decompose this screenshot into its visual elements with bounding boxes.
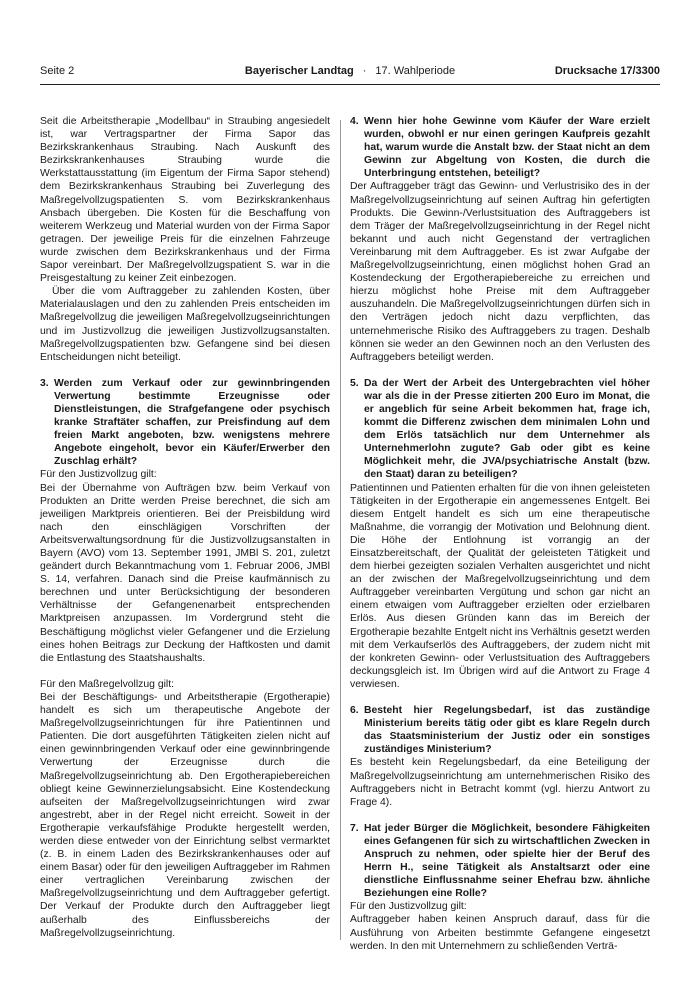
- answer-3-label-measures: Für den Maßregelvollzug gilt:: [40, 678, 174, 690]
- question-4-number: 4.: [350, 116, 359, 127]
- spacer: [350, 809, 650, 822]
- question-7: [350, 822, 650, 901]
- answer-5-text: Patientinnen und Patienten erhalten für die von ihnen geleisteten Tätigkeiten in der Ergotherapie ein angemessenes Entgelt. Bei diesem Entgelt handelt es sich um eine therapeutische Maßnahme, die vorrangig der Motivation und Belohnung dient. Die Höhe der Entlohnung ist vorrangig an der Einsatzbereitschaft, der Qualität der geleisteten Tätigkeit und dem hierbei gezeigten sozialen Verhalten ausgerichtet und nicht an der zwischen der Maßregelvollzugseinrichtung und dem Auftraggeber vereinbarten Vergütung und schon gar nicht an einem etwaigen vom Auftraggeber erzielten oder erzielbaren Erlös. Aus diesen Gründen kann das im Bereich der Ergotherapie bezahlte Entgelt nicht ins Verhältnis gesetzt werden mit dem Verkaufserlös des Auftraggebers, der zudem nicht mit der konkreten Gewinn- oder Verlustsituation des Auftraggebers deckungsgleich ist. Im Übrigen wird auf die Antwort zu Frage 4 verwiesen.: [350, 482, 650, 690]
- spacer: [350, 691, 650, 704]
- spacer: [40, 364, 330, 377]
- header-separator: ·: [362, 65, 367, 77]
- left-column: [40, 115, 330, 940]
- answer-7-label: Für den Justizvollzug gilt:: [350, 901, 467, 913]
- intro-paragraph-1: Seit die Arbeitstherapie „Modellbau“ in Straubing angesiedelt ist, war Vertragspartner der Firma Sapor das Bezirkskrankenhaus Straubing. Nach Auskunft des Bezirkskrankenhauses Straubing wurde die Werkstattausstattung (im Eigentum der Firma Sapor stehend) dem Bezirkskrankenhaus Straubing bei Zuverlegung des Maßregelvollzugspatienten S. vom Bezirkskrankenhaus Ansbach übergeben. Die Kosten für die Beschaffung von weiterem Werkzeug und Material wurden von der Firma Sapor getragen. Der jeweilige Preis für die einzelnen Fahrzeuge wurde zwischen dem Bezirkskrankenhaus und der Firma Sapor vereinbart. Der Maßregelvollzugspatient S. war in die Preisgestaltung zu keiner Zeit einbezogen.: [40, 116, 330, 285]
- question-4: [350, 115, 650, 180]
- header-rule: [40, 84, 660, 85]
- column-divider: [340, 120, 341, 940]
- legislative-period: 17. Wahlperiode: [375, 65, 456, 77]
- question-7-text: Hat jeder Bürger die Möglichkeit, besondere Fähigkeiten eines Gefangenen für sich zu wirtschaftlichen Zwecken in Anspruch zu nehmen, oder spielte hier der Beruf des Herrn H., seine Tätigkeit als Anstaltsarzt oder eine dienstliche Einflussnahme seiner Ehefrau bzw. ähnliche Beziehungen eine Rolle?: [364, 822, 650, 900]
- answer-3-text-measures: Bei der Beschäftigungs- und Arbeitstherapie (Ergotherapie) handelt es sich um therapeutische Angebote der Maßregelvollzugseinrichtungen für ihre Patientinnen und Patienten. Die dort ausgeführten Tätigkeiten zielen nicht auf einen gewinnbringenden Verkauf oder eine gewinnbringende Verwertung der Erzeugnisse durch die Maßregelvollzugseinrichtung ab. Den Ergotherapiebereichen obliegt keine Gewinnerzielungsabsicht. Eine Kostendeckung aufseiten der Maßregelvollzugseinrichtungen wird zwar angestrebt, aber in der Regel nicht erreicht. Soweit in der Ergotherapie verkaufsfähige Produkte hergestellt werden, werden diese entweder von der Einrichtung selbst vermarktet (z. B. in einem Laden des Bezirkskrankenhauses oder auf einem Basar) oder für den jeweiligen Auftraggeber im Rahmen einer vertraglichen Vereinbarung zwischen der Maßregelvollzugseinrichtung und dem Auftraggeber gefertigt. Der Verkauf der Produkte durch den Auftraggeber liegt außerhalb des Einflussbereichs der Maßregelvollzugseinrichtung.: [40, 691, 330, 939]
- question-6: [350, 704, 650, 756]
- question-5: [350, 377, 650, 482]
- question-3: [40, 377, 330, 469]
- answer-4-text: Der Auftraggeber trägt das Gewinn- und Verlustrisiko des in der Maßregelvollzugseinrichtung auf seinen Auftrag hin gefertigten Produkts. Die Gewinn-/Verlustsituation des Auftraggebers ist dem Träger der Maßregelvollzugseinrichtung in der Regel nicht bekannt und auch nicht Gegenstand der vertraglichen Vereinbarung mit dem Auftraggeber. Es ist zwar Aufgabe der Maßregelvollzugseinrichtung, einen möglichst hohen Grad an Kostendeckung der Ergotherapiebereiche zu erreichen und hierzu möglichst hohe Preise mit dem Auftraggeber auszuhandeln. Die Maßregelvollzugseinrichtungen dürfen sich in den Verträgen jedoch nicht dazu verpflichten, das unternehmerische Risiko des Auftraggebers zu tragen. Deshalb können sie weder an den Gewinnen noch an den Verlusten des Auftraggebers beteiligt werden.: [350, 181, 650, 363]
- question-5-text: Da der Wert der Arbeit des Untergebrachten viel höher war als die in der Presse zitierten 200 Euro im Monat, die er angeblich für seine Arbeit bekommen hat, frage ich, kommt die Differenz zwischen dem minimalen Lohn und dem Erlös tatsächlich nur dem Unternehmer als Unternehmerlohn zugute? Gab oder gibt es keine Möglichkeit mehr, die JVA/psychiatrische Anstalt (bzw. den Staat) daran zu beteiligen?: [364, 377, 650, 481]
- spacer: [350, 364, 650, 377]
- question-3-number: 3.: [40, 377, 49, 389]
- answer-3-label-justice: Für den Justizvollzug gilt:: [40, 469, 157, 481]
- question-7-number: 7.: [350, 822, 359, 834]
- spacer: [40, 665, 330, 678]
- page-header: [40, 64, 660, 82]
- document-number: Drucksache 17/3300: [554, 65, 660, 77]
- question-6-number: 6.: [350, 705, 359, 717]
- question-6-text: Besteht hier Regelungsbedarf, ist das zuständige Ministerium bereits tätig oder gibt es klare Regeln durch das Staatsministerium der Justiz oder ein sonstiges zuständiges Ministerium?: [364, 705, 650, 756]
- institution-name: Bayerischer Landtag: [244, 65, 354, 77]
- page-number: Seite 2: [40, 65, 75, 77]
- answer-3-text-justice: Bei der Übernahme von Aufträgen bzw. beim Verkauf von Produkten an Dritte werden Preise berechnet, die sich am jeweiligen Marktpreis orientieren. Bei der Preisbildung wird nach den einschlägigen Vorschriften der Arbeitsverwaltungsordnung für die Justizvollzugsanstalten in Bayern (AVO) vom 13. September 1991, JMBl S. 201, zuletzt geändert durch Bekanntmachung vom 1. Februar 2006, JMBl S. 14, verfahren. Danach sind die Preise kaufmännisch zu berechnen und unter Berücksichtigung der besonderen Verhältnisse der Gefangenenarbeit entsprechenden Marktpreisen anzupassen. Im Vordergrund steht die Beschäftigung möglichst vieler Gefangener und die Erzielung eines hohen Beitrags zur Deckung der Haftkosten und damit die Entlastung des Staatshaushalts.: [40, 482, 330, 664]
- question-5-number: 5.: [350, 377, 359, 389]
- question-3-text: Werden zum Verkauf oder zur gewinnbringenden Verwertung bestimmte Erzeugnisse oder Dienstleistungen, die Strafgefangene oder psychisch kranke Straftäter schaffen, zur Preisfindung auf dem freien Markt angeboten, bzw. wenigstens mehrere Angebote eingeholt, bevor ein Käufer/Erwerber den Zuschlag erhält?: [54, 377, 330, 468]
- answer-6-text: Es besteht kein Regelungsbedarf, da eine Beteiligung der Maßregelvollzugseinrichtung am unternehmerischen Risiko des Auftraggebers nicht in Betracht kommt (vgl. hierzu Antwort zu Frage 4).: [350, 757, 650, 808]
- answer-7-text: Auftraggeber haben keinen Anspruch darauf, dass für die Ausführung von Arbeiten bestimmte Gefangene eingesetzt werden. In den mit Unternehmern zu schließenden Verträ-: [350, 914, 650, 952]
- question-4-text: Wenn hier hohe Gewinne vom Käufer der Ware erzielt wurden, obwohl er nur einen geringen Kaufpreis gezahlt hat, warum wurde die Anstalt bzw. der Staat nicht an dem Gewinn zur Abgeltung von Kosten, die durch die Unterbringung entstehen, beteiligt?: [364, 116, 650, 180]
- intro-paragraph-2: Über die vom Auftraggeber zu zahlenden Kosten, über Materialauslagen und den zu zahlenden Preis entscheiden im Maßregelvollzug die jeweiligen Maßregelvollzugseinrichtungen und im Justizvollzug die jeweiligen Justizvollzugsanstalten. Maßregelvollzugspatienten bzw. Gefangene sind bei diesen Entscheidungen nicht beteiligt.: [40, 286, 330, 363]
- right-column: [350, 115, 650, 953]
